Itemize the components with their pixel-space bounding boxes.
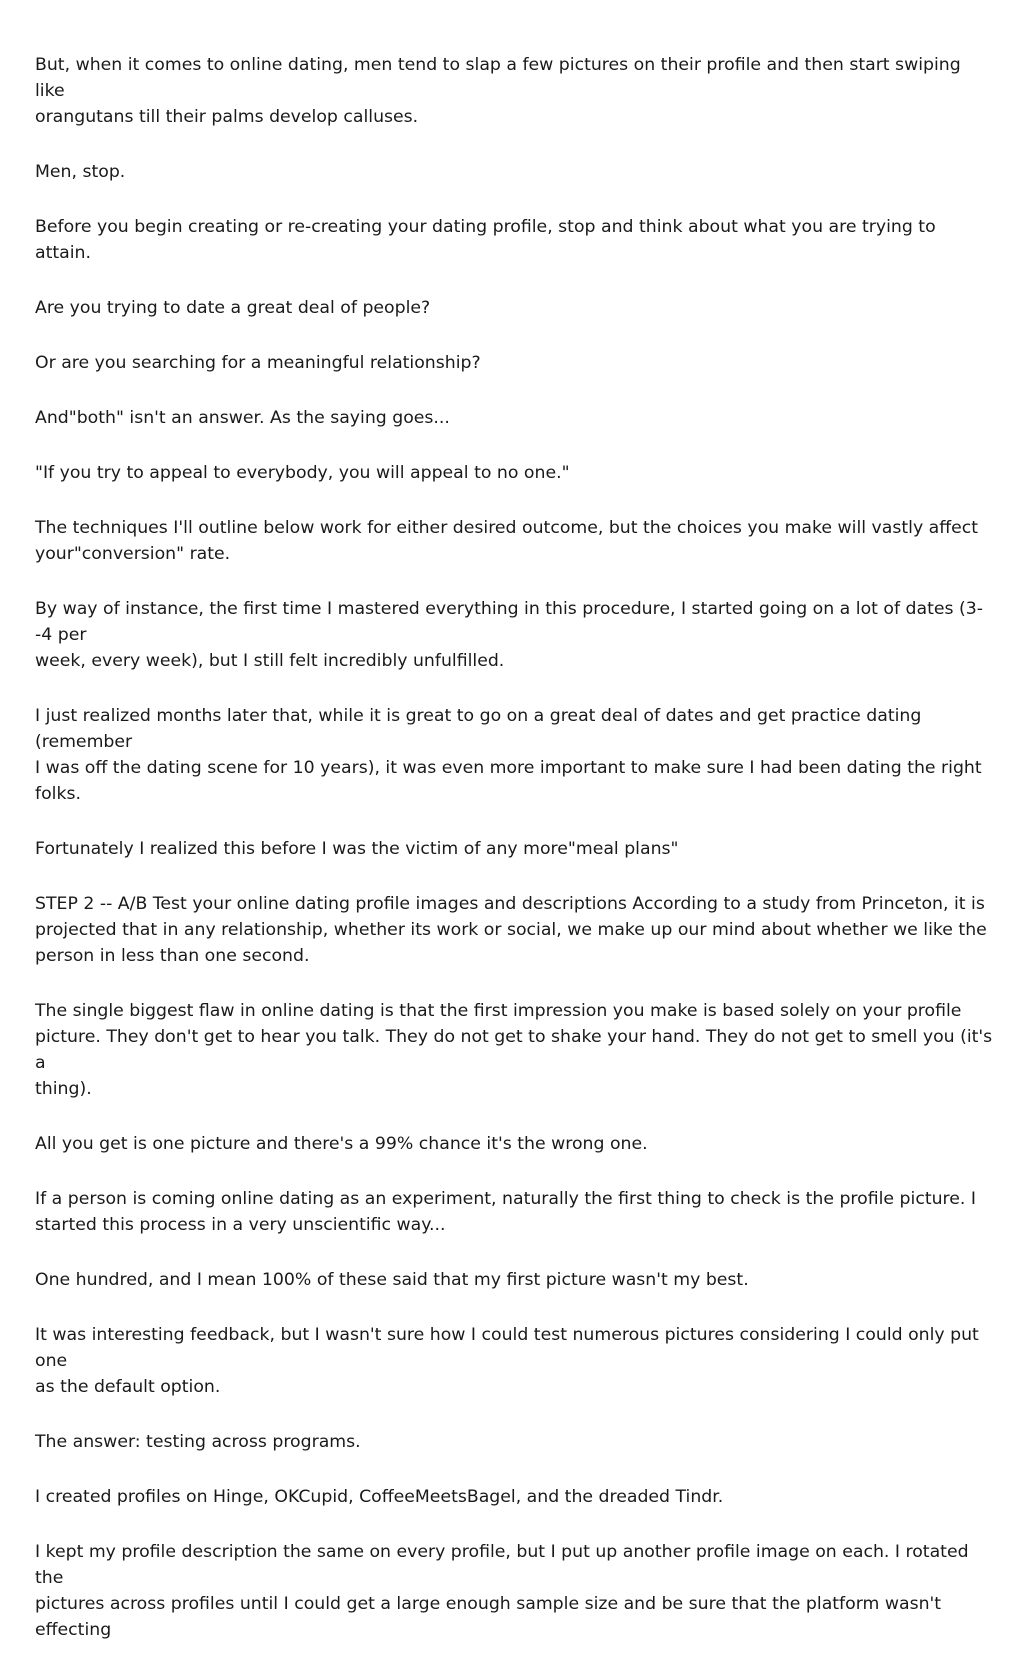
paragraph-8: The techniques I'll outline below work for either desired outcome, but the choices you make will vastly affect your"conversion" rate. [35, 518, 979, 564]
paragraph-19: I created profiles on Hinge, OKCupid, CoffeeMeetsBagel, and the dreaded Tindr. [35, 1487, 724, 1507]
paragraph-14: All you get is one picture and there's a 99% chance it's the wrong one. [35, 1134, 648, 1154]
paragraph-18: The answer: testing across programs. [35, 1432, 361, 1452]
paragraph-13: The single biggest flaw in online dating is that the first impression you make is based solely on your profile picture. They don't get to hear you talk. They do not get to shake your hand. They do not get to smell you (it's a thing). [35, 1001, 993, 1099]
document-body [35, 52, 995, 1672]
paragraph-20: I kept my profile description the same on every profile, but I put up another profile image on each. I rotated the pictures across profiles until I could get a large enough sample size and be sure that the platform wasn't effecting [35, 1542, 969, 1640]
paragraph-16: One hundred, and I mean 100% of these said that my first picture wasn't my best. [35, 1270, 749, 1290]
paragraph-17: It was interesting feedback, but I wasn't sure how I could test numerous pictures considering I could only put one as the default option. [35, 1325, 979, 1397]
paragraph-15: If a person is coming online dating as an experiment, naturally the first thing to check is the profile picture. I started this process in a very unscientific way... [35, 1189, 976, 1235]
paragraph-11: Fortunately I realized this before I was the victim of any more"meal plans" [35, 839, 679, 859]
paragraph-6: And"both" isn't an answer. As the saying goes... [35, 408, 450, 428]
paragraph-2: Men, stop. [35, 162, 126, 182]
paragraph-9: By way of instance, the first time I mastered everything in this procedure, I started going on a lot of dates (3--4 per week, every week), but I still felt incredibly unfulfilled. [35, 599, 983, 671]
paragraph-1: But, when it comes to online dating, men tend to slap a few pictures on their profile and then start swiping like orangutans till their palms develop calluses. [35, 55, 961, 127]
paragraph-5: Or are you searching for a meaningful relationship? [35, 353, 481, 373]
paragraph-10: I just realized months later that, while it is great to go on a great deal of dates and get practice dating (remember I was off the dating scene for 10 years), it was even more important to make sure I had been dating the right folks. [35, 706, 982, 804]
paragraph-3: Before you begin creating or re-creating your dating profile, stop and think about what you are trying to attain. [35, 217, 936, 263]
paragraph-7: "If you try to appeal to everybody, you will appeal to no one." [35, 463, 570, 483]
paragraph-4: Are you trying to date a great deal of people? [35, 298, 431, 318]
paragraph-12: STEP 2 -- A/B Test your online dating profile images and descriptions According to a study from Princeton, it is projected that in any relationship, whether its work or social, we make up our mind about whether we like the person in less than one second. [35, 894, 987, 966]
